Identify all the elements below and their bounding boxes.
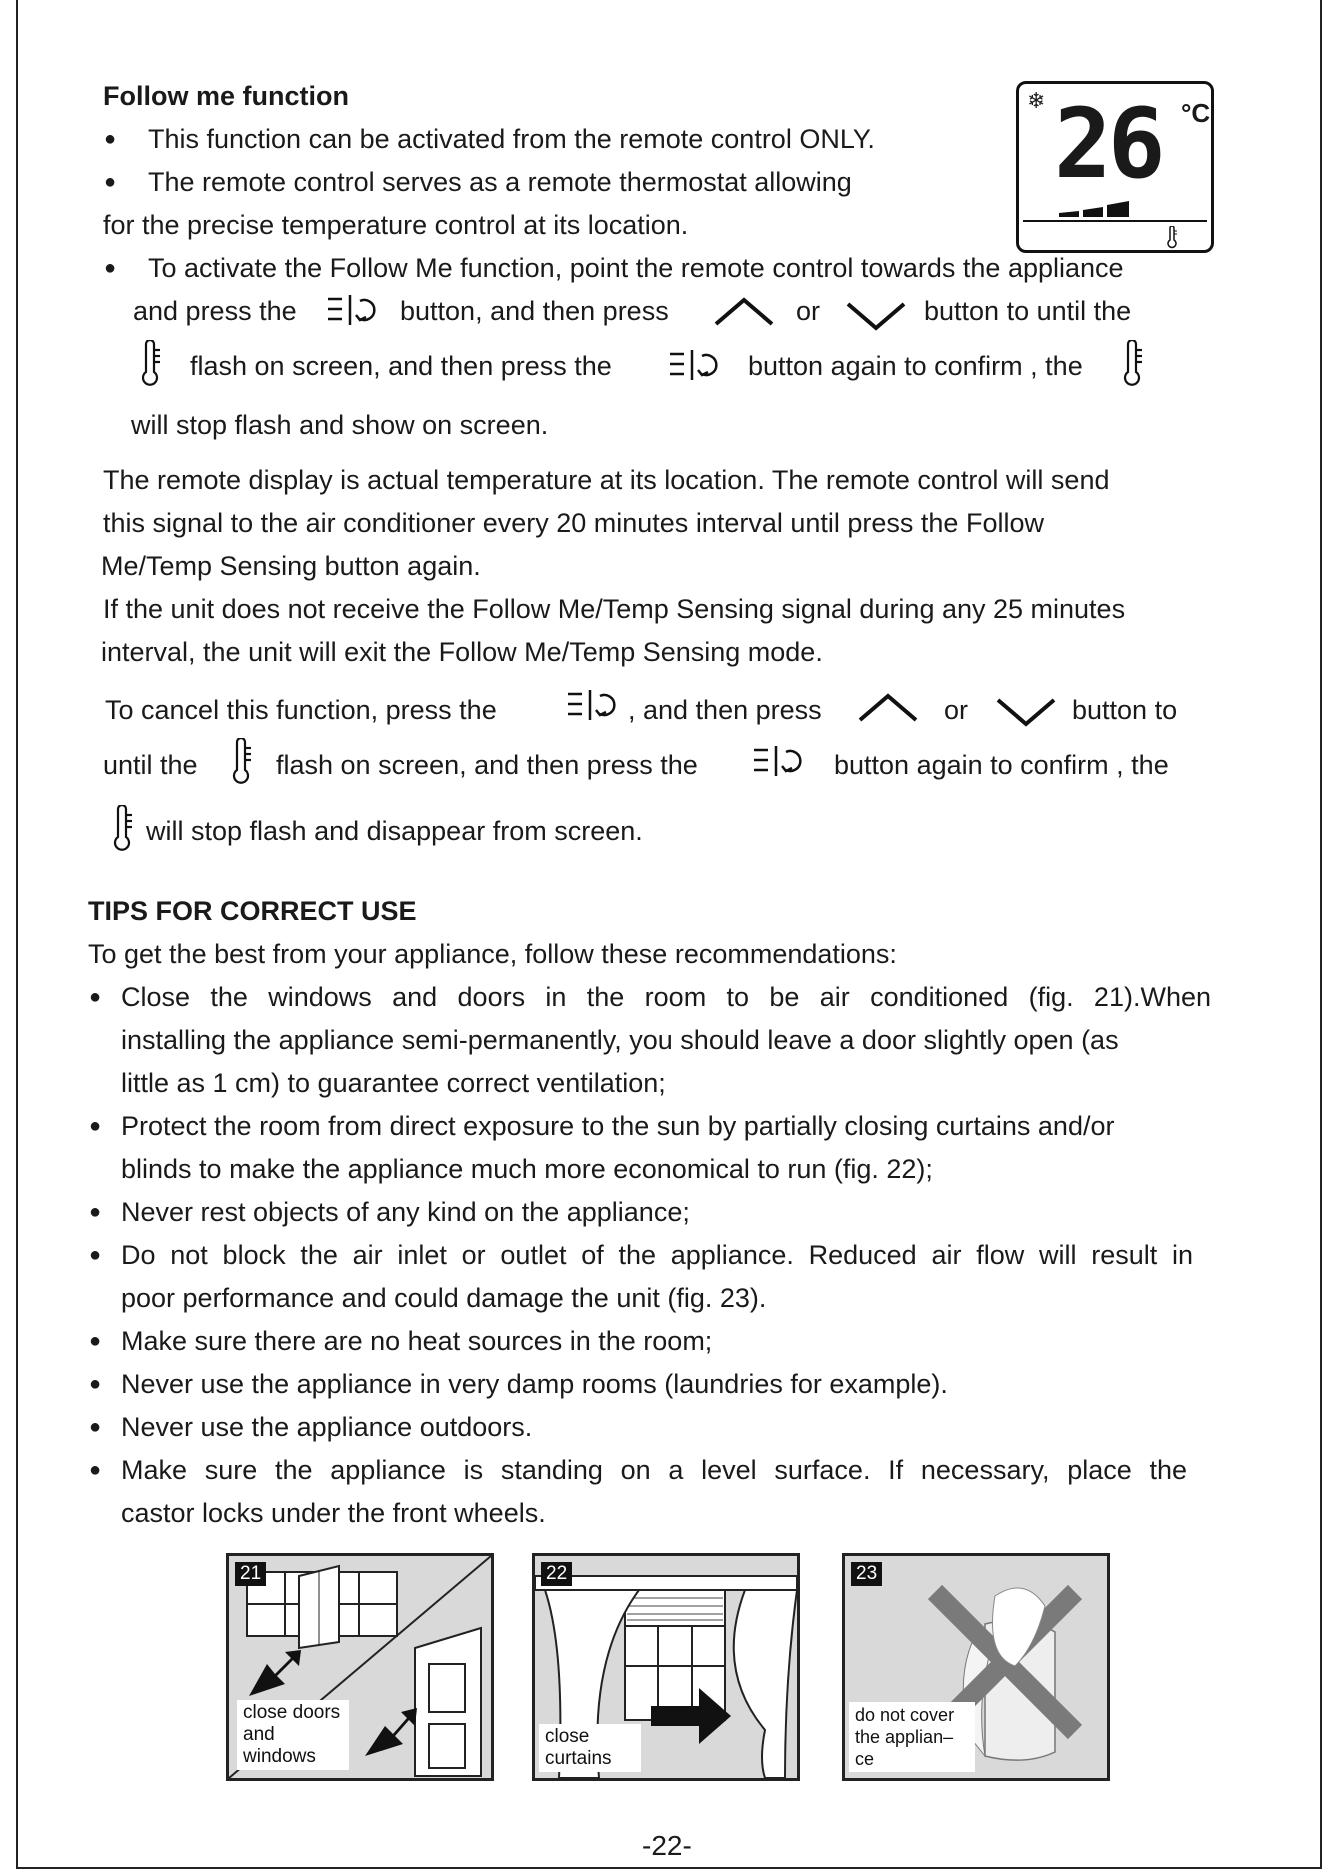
chevron-up-icon [714, 296, 774, 326]
tip-3: ● Never rest objects of any kind on the appliance; [121, 1196, 690, 1228]
figure-23-caption: do not cover the applian– ce [849, 1702, 975, 1772]
cancel-line-2-a: until the [103, 750, 198, 780]
step-line-1-b: button, and then press [400, 296, 669, 326]
figure-21-number: 21 [235, 1562, 266, 1586]
follow-me-button-icon [326, 293, 382, 327]
follow-me-button-icon [566, 688, 622, 722]
tip-6: ● Never use the appliance in very damp rooms (laundries for example). [121, 1368, 948, 1400]
cancel-line-1-b: , and then press [628, 695, 822, 725]
lcd-temperature: 26 [1054, 88, 1162, 200]
follow-me-button-icon [752, 744, 808, 778]
thermometer-icon [112, 805, 136, 853]
tip-4-line-2: poor performance and could damage the unit (fig. 23). [121, 1283, 767, 1313]
tip-5: ● Make sure there are no heat sources in the room; [121, 1325, 712, 1357]
thermometer-icon [140, 340, 164, 388]
follow-me-bullet-2: ● The remote control serves as a remote thermostat allowing [148, 166, 852, 198]
tip-1-line-2: installing the appliance semi-permanently, you should leave a door slightly open (as [121, 1025, 1119, 1055]
step-line-2-a: flash on screen, and then press the [190, 351, 612, 381]
page-number: -22- [642, 1830, 692, 1861]
tip-1-line-3: little as 1 cm) to guarantee correct ventilation; [121, 1068, 666, 1098]
tips-heading: TIPS FOR CORRECT USE [88, 896, 417, 926]
thermometer-icon [1165, 226, 1179, 250]
para-1-line-3: Me/Temp Sensing button again. [101, 551, 481, 581]
cancel-line-1-or: or [944, 695, 969, 725]
para-2-line-1: If the unit does not receive the Follow Me/Temp Sensing signal during any 25 minutes [103, 594, 1126, 624]
tip-7: ● Never use the appliance outdoors. [121, 1411, 532, 1443]
thermometer-icon [231, 738, 255, 786]
remote-lcd-display [1016, 81, 1214, 253]
step-line-1-or: or [796, 296, 821, 326]
step-line-3: will stop flash and show on screen. [131, 410, 549, 440]
signal-bars-icon [1059, 197, 1139, 217]
follow-me-bullet-2-cont: for the precise temperature control at its location. [103, 210, 689, 240]
tip-8-line-1: ● Make sure the appliance is standing on a level surface. If necessary, place the [121, 1454, 1187, 1486]
follow-me-button-icon [668, 348, 724, 382]
para-2-line-2: interval, the unit will exit the Follow Me/Temp Sensing mode. [101, 637, 823, 667]
cancel-line-2-b: flash on screen, and then press the [276, 750, 698, 780]
snowflake-icon: ❄ [1027, 88, 1046, 113]
figure-22-caption: close curtains [539, 1724, 641, 1772]
step-line-1-a: and press the [133, 296, 297, 326]
cancel-line-2-c: button again to confirm , the [834, 750, 1169, 780]
figure-21-caption: close doors and windows [237, 1700, 349, 1770]
figure-22 [532, 1553, 800, 1781]
chevron-down-icon [846, 302, 906, 332]
follow-me-heading: Follow me function [103, 81, 349, 111]
step-line-2-b: button again to confirm , the [748, 351, 1083, 381]
figure-23 [842, 1553, 1110, 1781]
tip-4-line-1: ● Do not block the air inlet or outlet of the appliance. Reduced air flow will result in [121, 1239, 1193, 1271]
cancel-line-3: will stop flash and disappear from screen. [146, 816, 643, 846]
cancel-line-1-c: button to [1072, 695, 1178, 725]
step-line-1-c: button to until the [924, 296, 1132, 326]
figure-21 [226, 1553, 494, 1781]
chevron-up-icon [858, 692, 918, 722]
tip-2-line-2: blinds to make the appliance much more economical to run (fig. 22); [121, 1154, 933, 1184]
thermometer-icon [1122, 340, 1146, 388]
chevron-down-icon [996, 698, 1056, 728]
tip-1-line-1: ● Close the windows and doors in the room to be air conditioned (fig. 21).When [121, 981, 1211, 1013]
figure-23-number: 23 [851, 1562, 882, 1586]
tips-intro: To get the best from your appliance, follow these recommendations: [88, 939, 897, 969]
follow-me-bullet-3: ● To activate the Follow Me function, point the remote control towards the appliance [148, 252, 1124, 284]
tip-2-line-1: ● Protect the room from direct exposure to the sun by partially closing curtains and/or [121, 1110, 1114, 1142]
lcd-unit: °C [1181, 98, 1211, 128]
follow-me-bullet-1: ● This function can be activated from the remote control ONLY. [148, 123, 875, 155]
para-1-line-2: this signal to the air conditioner every 20 minutes interval until press the Follow [103, 508, 1044, 538]
figure-22-number: 22 [541, 1562, 572, 1586]
para-1-line-1: The remote display is actual temperature at its location. The remote control will send [103, 465, 1110, 495]
tip-8-line-2: castor locks under the front wheels. [121, 1498, 546, 1528]
cancel-line-1-a: To cancel this function, press the [105, 695, 497, 725]
